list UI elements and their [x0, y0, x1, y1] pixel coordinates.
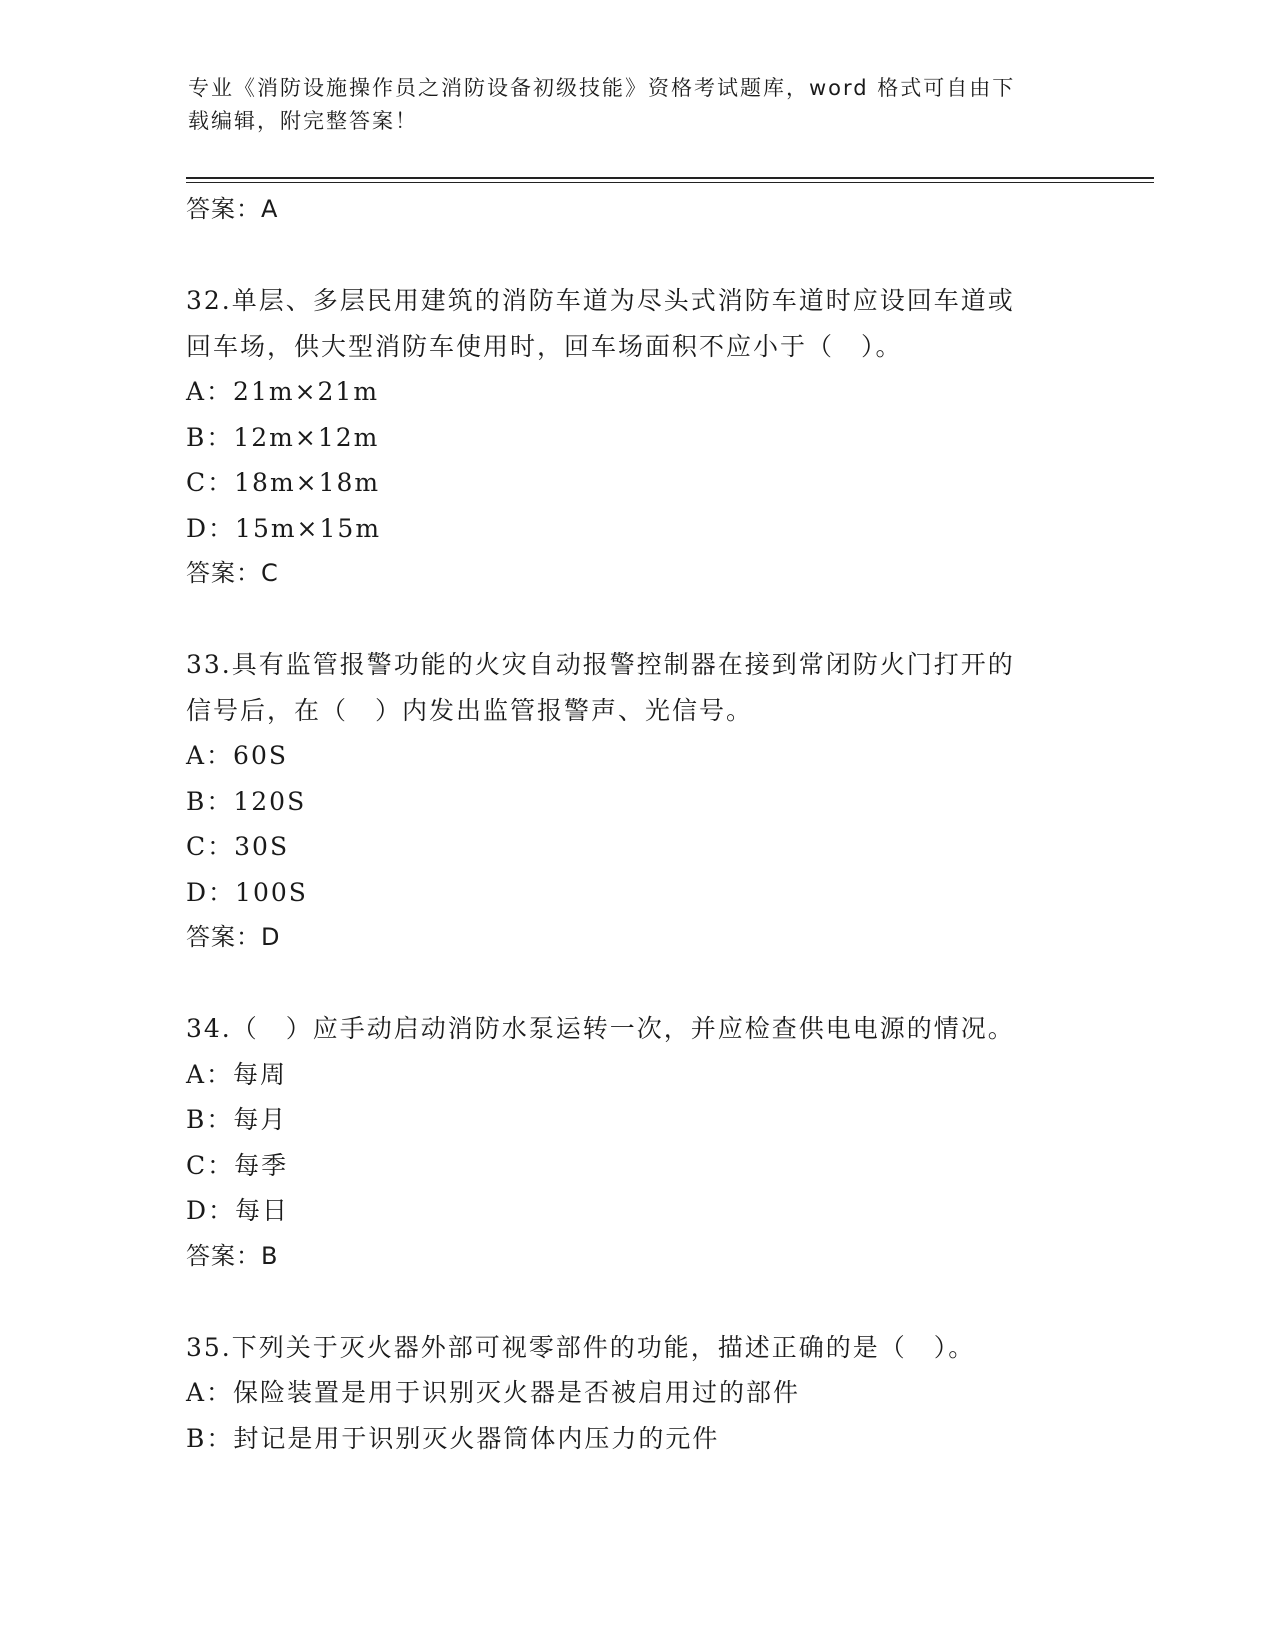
- option-b: B：封记是用于识别灭火器筒体内压力的元件: [186, 1423, 720, 1453]
- option-a: A：60S: [186, 741, 288, 770]
- option-b: B：每月: [186, 1105, 288, 1134]
- question-text: 34.（ ）应手动启动消防水泵运转一次，并应检查供电电源的情况。: [186, 1014, 1015, 1043]
- question-text: 信号后，在（ ）内发出监管报警声、光信号。: [186, 695, 754, 725]
- document-header: [188, 72, 1068, 138]
- header-line-2: 载编辑，附完整答案！: [188, 109, 418, 133]
- question-34: [186, 1006, 1086, 1279]
- document-body: [186, 187, 1086, 1461]
- question-text: 35.下列关于灭火器外部可视零部件的功能，描述正确的是（ ）。: [186, 1332, 976, 1362]
- answer: 答案：C: [186, 559, 279, 587]
- option-a: A：保险装置是用于识别灭火器是否被启用过的部件: [186, 1378, 801, 1407]
- answer: 答案：B: [186, 1241, 279, 1270]
- option-c: C：30S: [186, 832, 290, 861]
- option-a: A：21m×21m: [186, 377, 380, 406]
- previous-answer: 答案：A: [186, 195, 279, 223]
- question-35: [186, 1325, 1086, 1462]
- option-d: D：100S: [186, 877, 308, 907]
- answer: 答案：D: [186, 923, 281, 951]
- header-rule: [186, 177, 1154, 179]
- option-b: B：12m×12m: [186, 422, 380, 452]
- option-a: A：每周: [186, 1059, 288, 1089]
- question-text: 回车场，供大型消防车使用时，回车场面积不应小于（ ）。: [186, 331, 903, 361]
- header-rule-thin: [186, 182, 1154, 183]
- option-c: C：每季: [186, 1150, 289, 1180]
- option-b: B：120S: [186, 786, 307, 816]
- option-d: D：每日: [186, 1196, 290, 1225]
- question-text: 33.具有监管报警功能的火灾自动报警控制器在接到常闭防火门打开的: [186, 650, 1015, 679]
- header-line-1: 专业《消防设施操作员之消防设备初级技能》资格考试题库，word 格式可自由下: [188, 76, 1016, 100]
- option-d: D：15m×15m: [186, 513, 382, 543]
- option-c: C：18m×18m: [186, 468, 381, 497]
- question-33: [186, 642, 1086, 961]
- question-32: [186, 278, 1086, 597]
- question-text: 32.单层、多层民用建筑的消防车道为尽头式消防车道时应设回车道或: [186, 286, 1015, 315]
